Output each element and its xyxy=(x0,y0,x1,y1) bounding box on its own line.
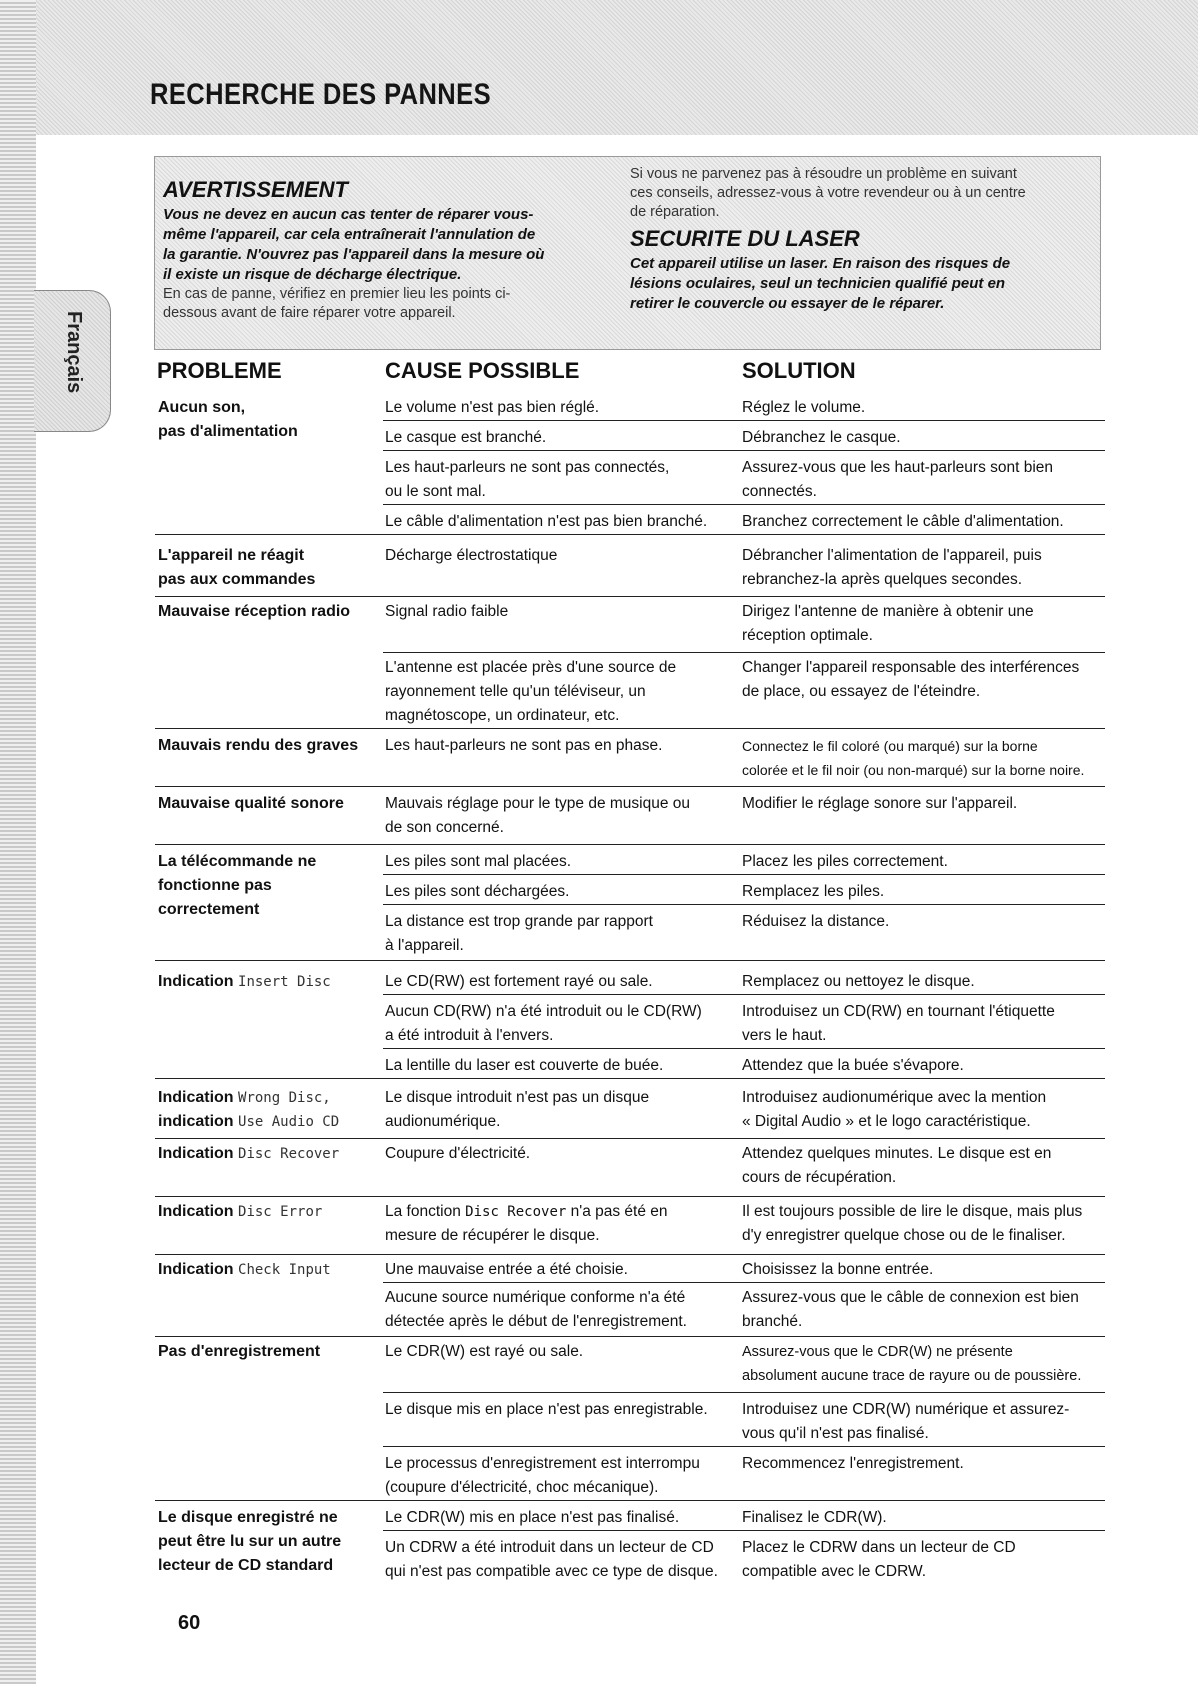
display-message: Use Audio CD xyxy=(238,1114,340,1130)
problem-line: fonctionne pas xyxy=(158,877,272,894)
problem-header: PROBLEME xyxy=(157,358,282,383)
cause-text: La fonction xyxy=(385,1203,461,1220)
solution-line: d'y enregistrer quelque chose ou de le finaliser. xyxy=(742,1227,1066,1244)
solution-cell xyxy=(742,544,1107,592)
check-line: dessous avant de faire réparer votre appareil. xyxy=(163,305,456,321)
cause-cell xyxy=(385,850,725,874)
display-message: Check Input xyxy=(238,1262,331,1278)
solution-line: absolument aucune trace de rayure ou de poussière. xyxy=(742,1368,1082,1384)
page-number: 60 xyxy=(178,1612,201,1634)
solution-line: cours de récupération. xyxy=(742,1169,897,1186)
solution-cell xyxy=(742,1086,1107,1134)
cause-line: Les piles sont mal placées. xyxy=(385,853,572,870)
cause-cell xyxy=(385,510,725,534)
rule xyxy=(383,1530,1105,1531)
problem-cell xyxy=(158,970,373,994)
solution-cell xyxy=(742,600,1107,648)
solution-line: réception optimale. xyxy=(742,627,873,644)
header-band xyxy=(0,0,1198,135)
problem-label: Indication xyxy=(158,973,234,990)
cause-cell xyxy=(385,1258,725,1282)
cause-cell xyxy=(385,1536,725,1584)
cause-line: Les piles sont déchargées. xyxy=(385,883,570,900)
problem-cell xyxy=(158,1340,373,1364)
solution-line: branché. xyxy=(742,1313,803,1330)
solution-header: SOLUTION xyxy=(742,358,856,383)
dealer-line: Si vous ne parvenez pas à résoudre un problème en suivant xyxy=(630,166,1017,182)
solution-line: Choisissez la bonne entrée. xyxy=(742,1261,934,1278)
cause-cell xyxy=(385,656,725,728)
laser-line: retirer le couvercle ou essayer de le réparer. xyxy=(630,295,945,312)
problem-line: L'appareil ne réagit xyxy=(158,547,305,564)
problem-cell xyxy=(158,850,373,922)
problem-line xyxy=(158,970,373,994)
solution-line: colorée et le fil noir (ou non-marqué) sur la borne noire. xyxy=(742,762,1085,778)
row-divider xyxy=(155,1078,1105,1079)
cause-cell xyxy=(385,734,725,758)
warning-line: la garantie. N'ouvrez pas l'appareil dans la mesure où xyxy=(163,246,545,263)
problem-cell xyxy=(158,600,373,624)
solution-line: Remplacez ou nettoyez le disque. xyxy=(742,973,975,990)
rule xyxy=(383,1282,1105,1283)
solution-cell xyxy=(742,792,1107,816)
cause-cell xyxy=(385,1340,725,1364)
cause-cell xyxy=(385,396,725,420)
solution-line: Assurez-vous que les haut-parleurs sont bien xyxy=(742,459,1054,476)
cause-line: La distance est trop grande par rapport xyxy=(385,913,653,930)
problem-line xyxy=(158,1200,373,1224)
cause-cell xyxy=(385,1506,725,1530)
cause-line: audionumérique. xyxy=(385,1113,501,1130)
cause-cell xyxy=(385,880,725,904)
solution-line: Débranchez le casque. xyxy=(742,429,901,446)
cause-cell xyxy=(385,970,725,994)
problem-cell xyxy=(158,1086,373,1134)
cause-line: ou le sont mal. xyxy=(385,483,486,500)
problem-cell xyxy=(158,1142,373,1166)
solution-line: de place, ou essayez de l'éteindre. xyxy=(742,683,981,700)
problem-line: Mauvaise qualité sonore xyxy=(158,795,344,812)
problem-label: Indication xyxy=(158,1203,234,1220)
cause-line: à l'appareil. xyxy=(385,937,464,954)
cause-cell xyxy=(385,1398,725,1422)
problem-cell xyxy=(158,792,373,816)
problem-line: Mauvais rendu des graves xyxy=(158,737,359,754)
cause-line: Le CD(RW) est fortement rayé ou sale. xyxy=(385,973,653,990)
problem-line xyxy=(158,1142,373,1166)
cause-line: Un CDRW a été introduit dans un lecteur de CD xyxy=(385,1539,714,1556)
rule xyxy=(383,874,1105,875)
solution-line: Recommencez l'enregistrement. xyxy=(742,1455,964,1472)
laser-column xyxy=(630,165,1090,314)
warning-line: Vous ne devez en aucun cas tenter de réparer vous- xyxy=(163,206,534,223)
solution-cell xyxy=(742,656,1107,704)
rule xyxy=(383,420,1105,421)
cause-line: Le disque mis en place n'est pas enregistrable. xyxy=(385,1401,708,1418)
cause-line: Décharge électrostatique xyxy=(385,547,558,564)
warning-column xyxy=(163,177,618,323)
language-tab-label: Français xyxy=(63,311,85,394)
solution-line: Connectez le fil coloré (ou marqué) sur la borne xyxy=(742,738,1038,754)
cause-line: Le câble d'alimentation n'est pas bien branché. xyxy=(385,513,708,530)
row-divider xyxy=(155,534,1105,535)
display-message: Wrong Disc, xyxy=(238,1090,331,1106)
cause-line: Mauvais réglage pour le type de musique ou xyxy=(385,795,691,812)
problem-label: Indication xyxy=(158,1089,234,1106)
cause-line: (coupure d'électricité, choc mécanique). xyxy=(385,1479,659,1496)
problem-cell xyxy=(158,1258,373,1282)
solution-line: Réduisez la distance. xyxy=(742,913,890,930)
problem-label: Indication xyxy=(158,1261,234,1278)
problem-cell xyxy=(158,396,373,444)
solution-cell xyxy=(742,1286,1107,1334)
cause-line xyxy=(385,1200,725,1224)
rule xyxy=(383,1392,1105,1393)
solution-cell xyxy=(742,396,1107,420)
cause-line: qui n'est pas compatible avec ce type de disque. xyxy=(385,1563,718,1580)
cause-line: Aucun CD(RW) n'a été introduit ou le CD(RW) xyxy=(385,1003,702,1020)
solution-line: Assurez-vous que le CDR(W) ne présente xyxy=(742,1344,1013,1360)
solution-cell xyxy=(742,456,1107,504)
problem-cell xyxy=(158,734,373,758)
row-divider xyxy=(155,1336,1105,1337)
cause-cell xyxy=(385,426,725,450)
cause-text: n'a pas été en xyxy=(570,1203,668,1220)
solution-cell xyxy=(742,1054,1107,1078)
cause-line: a été introduit à l'envers. xyxy=(385,1027,554,1044)
solution-cell xyxy=(742,880,1107,904)
cause-line: Une mauvaise entrée a été choisie. xyxy=(385,1261,628,1278)
display-message: Disc Error xyxy=(238,1204,323,1220)
row-divider xyxy=(155,960,1105,961)
solution-cell xyxy=(742,426,1107,450)
laser-line: lésions oculaires, seul un technicien qualifié peut en xyxy=(630,275,1006,292)
language-tab xyxy=(34,290,111,432)
row-divider xyxy=(155,1138,1105,1139)
solution-line: Débrancher l'alimentation de l'appareil, puis xyxy=(742,547,1042,564)
rule xyxy=(383,1446,1105,1447)
binding-edge xyxy=(0,0,36,1684)
cause-cell xyxy=(385,1286,725,1334)
cause-line: magnétoscope, un ordinateur, etc. xyxy=(385,707,620,724)
solution-line: « Digital Audio » et le logo caractéristique. xyxy=(742,1113,1031,1130)
solution-line: Remplacez les piles. xyxy=(742,883,885,900)
solution-cell xyxy=(742,970,1107,994)
solution-line: compatible avec le CDRW. xyxy=(742,1563,927,1580)
solution-line: Branchez correctement le câble d'alimentation. xyxy=(742,513,1064,530)
solution-line: Finalisez le CDR(W). xyxy=(742,1509,887,1526)
solution-cell xyxy=(742,510,1107,534)
cause-line: Aucune source numérique conforme n'a été xyxy=(385,1289,686,1306)
cause-line: mesure de récupérer le disque. xyxy=(385,1227,600,1244)
cause-line: Le processus d'enregistrement est interrompu xyxy=(385,1455,700,1472)
warning-box xyxy=(154,156,1101,350)
laser-heading: SECURITE DU LASER xyxy=(630,226,860,251)
problem-line: Le disque enregistré ne xyxy=(158,1509,338,1526)
row-divider xyxy=(155,844,1105,845)
row-divider xyxy=(155,786,1105,787)
solution-line: Assurez-vous que le câble de connexion est bien xyxy=(742,1289,1079,1306)
solution-line: Introduisez audionumérique avec la mention xyxy=(742,1089,1047,1106)
cause-line: de son concerné. xyxy=(385,819,504,836)
row-divider xyxy=(155,1500,1105,1501)
solution-line: Changer l'appareil responsable des interférences xyxy=(742,659,1080,676)
solution-line: Introduisez un CD(RW) en tournant l'étiquette xyxy=(742,1003,1055,1020)
cause-line: Le CDR(W) est rayé ou sale. xyxy=(385,1343,584,1360)
cause-cell xyxy=(385,1000,725,1048)
cause-line: détectée après le début de l'enregistrement. xyxy=(385,1313,687,1330)
solution-cell xyxy=(742,1452,1107,1476)
display-message: Disc Recover xyxy=(465,1204,567,1220)
problem-label: Indication xyxy=(158,1145,234,1162)
problem-cell xyxy=(158,544,373,592)
dealer-line: de réparation. xyxy=(630,204,720,220)
solution-line: vers le haut. xyxy=(742,1027,827,1044)
row-divider xyxy=(155,596,1105,597)
solution-cell xyxy=(742,1200,1107,1248)
row-divider xyxy=(155,1196,1105,1197)
solution-line: Réglez le volume. xyxy=(742,399,866,416)
cause-cell xyxy=(385,600,725,624)
warning-line: même l'appareil, car cela entraînerait l'annulation de xyxy=(163,226,536,243)
problem-line xyxy=(158,1258,373,1282)
warning-line: il existe un risque de décharge électrique. xyxy=(163,266,462,283)
cause-cell xyxy=(385,1200,725,1248)
rule xyxy=(383,1048,1105,1049)
solution-line: Attendez quelques minutes. Le disque est en xyxy=(742,1145,1052,1162)
problem-line: lecteur de CD standard xyxy=(158,1557,334,1574)
solution-cell xyxy=(742,1536,1107,1584)
solution-line: Placez le CDRW dans un lecteur de CD xyxy=(742,1539,1016,1556)
solution-line: connectés. xyxy=(742,483,817,500)
solution-line: vous qu'il n'est pas finalisé. xyxy=(742,1425,929,1442)
row-divider xyxy=(155,728,1105,729)
cause-cell xyxy=(385,1054,725,1078)
cause-line: Le casque est branché. xyxy=(385,429,547,446)
check-line: En cas de panne, vérifiez en premier lieu les points ci- xyxy=(163,286,511,302)
problem-line: correctement xyxy=(158,901,260,918)
cause-line: L'antenne est placée près d'une source de xyxy=(385,659,677,676)
cause-cell xyxy=(385,792,725,840)
problem-line: Aucun son, xyxy=(158,399,246,416)
solution-line: Dirigez l'antenne de manière à obtenir une xyxy=(742,603,1034,620)
cause-line: Les haut-parleurs ne sont pas connectés, xyxy=(385,459,670,476)
laser-line: Cet appareil utilise un laser. En raison des risques de xyxy=(630,255,1011,272)
problem-line: pas aux commandes xyxy=(158,571,316,588)
problem-line: Pas d'enregistrement xyxy=(158,1343,321,1360)
problem-cell xyxy=(158,1200,373,1224)
rule xyxy=(383,652,1105,653)
solution-cell xyxy=(742,850,1107,874)
cause-line: rayonnement telle qu'un téléviseur, un xyxy=(385,683,646,700)
cause-cell xyxy=(385,456,725,504)
problem-line: peut être lu sur un autre xyxy=(158,1533,342,1550)
solution-line: rebranchez-la après quelques secondes. xyxy=(742,571,1023,588)
solution-line: Modifier le réglage sonore sur l'appareil. xyxy=(742,795,1018,812)
problem-cell xyxy=(158,1506,373,1578)
problem-line xyxy=(158,1110,373,1134)
solution-cell xyxy=(742,1258,1107,1282)
problem-line: La télécommande ne xyxy=(158,853,317,870)
cause-line: Le CDR(W) mis en place n'est pas finalisé. xyxy=(385,1509,680,1526)
problem-line: pas d'alimentation xyxy=(158,423,298,440)
cause-cell xyxy=(385,910,725,958)
cause-line: Signal radio faible xyxy=(385,603,509,620)
display-message: Insert Disc xyxy=(238,974,331,990)
solution-cell xyxy=(742,1000,1107,1048)
solution-cell xyxy=(742,734,1107,782)
rule xyxy=(383,994,1105,995)
cause-cell xyxy=(385,1086,725,1134)
solution-cell xyxy=(742,1340,1107,1388)
problem-label: indication xyxy=(158,1113,234,1130)
solution-cell xyxy=(742,1398,1107,1446)
problem-line: Mauvaise réception radio xyxy=(158,603,351,620)
cause-line: La lentille du laser est couverte de buée. xyxy=(385,1057,664,1074)
solution-line: Introduisez une CDR(W) numérique et assurez- xyxy=(742,1401,1070,1418)
solution-cell xyxy=(742,910,1107,934)
row-divider xyxy=(155,1254,1105,1255)
page-title: RECHERCHE DES PANNES xyxy=(150,78,491,111)
solution-line: Attendez que la buée s'évapore. xyxy=(742,1057,964,1074)
cause-cell xyxy=(385,1452,725,1500)
solution-line: Placez les piles correctement. xyxy=(742,853,948,870)
cause-line: Coupure d'électricité. xyxy=(385,1145,531,1162)
rule xyxy=(383,504,1105,505)
cause-header: CAUSE POSSIBLE xyxy=(385,358,580,383)
display-message: Disc Recover xyxy=(238,1146,340,1162)
cause-cell xyxy=(385,1142,725,1166)
cause-line: Le disque introduit n'est pas un disque xyxy=(385,1089,650,1106)
solution-line: Il est toujours possible de lire le disque, mais plus xyxy=(742,1203,1083,1220)
rule xyxy=(383,450,1105,451)
rule xyxy=(383,904,1105,905)
problem-line xyxy=(158,1086,373,1110)
cause-line: Les haut-parleurs ne sont pas en phase. xyxy=(385,737,663,754)
cause-line: Le volume n'est pas bien réglé. xyxy=(385,399,600,416)
warning-heading: AVERTISSEMENT xyxy=(163,177,348,202)
dealer-line: ces conseils, adressez-vous à votre revendeur ou à un centre xyxy=(630,185,1026,201)
solution-cell xyxy=(742,1142,1107,1190)
cause-cell xyxy=(385,544,725,568)
solution-cell xyxy=(742,1506,1107,1530)
